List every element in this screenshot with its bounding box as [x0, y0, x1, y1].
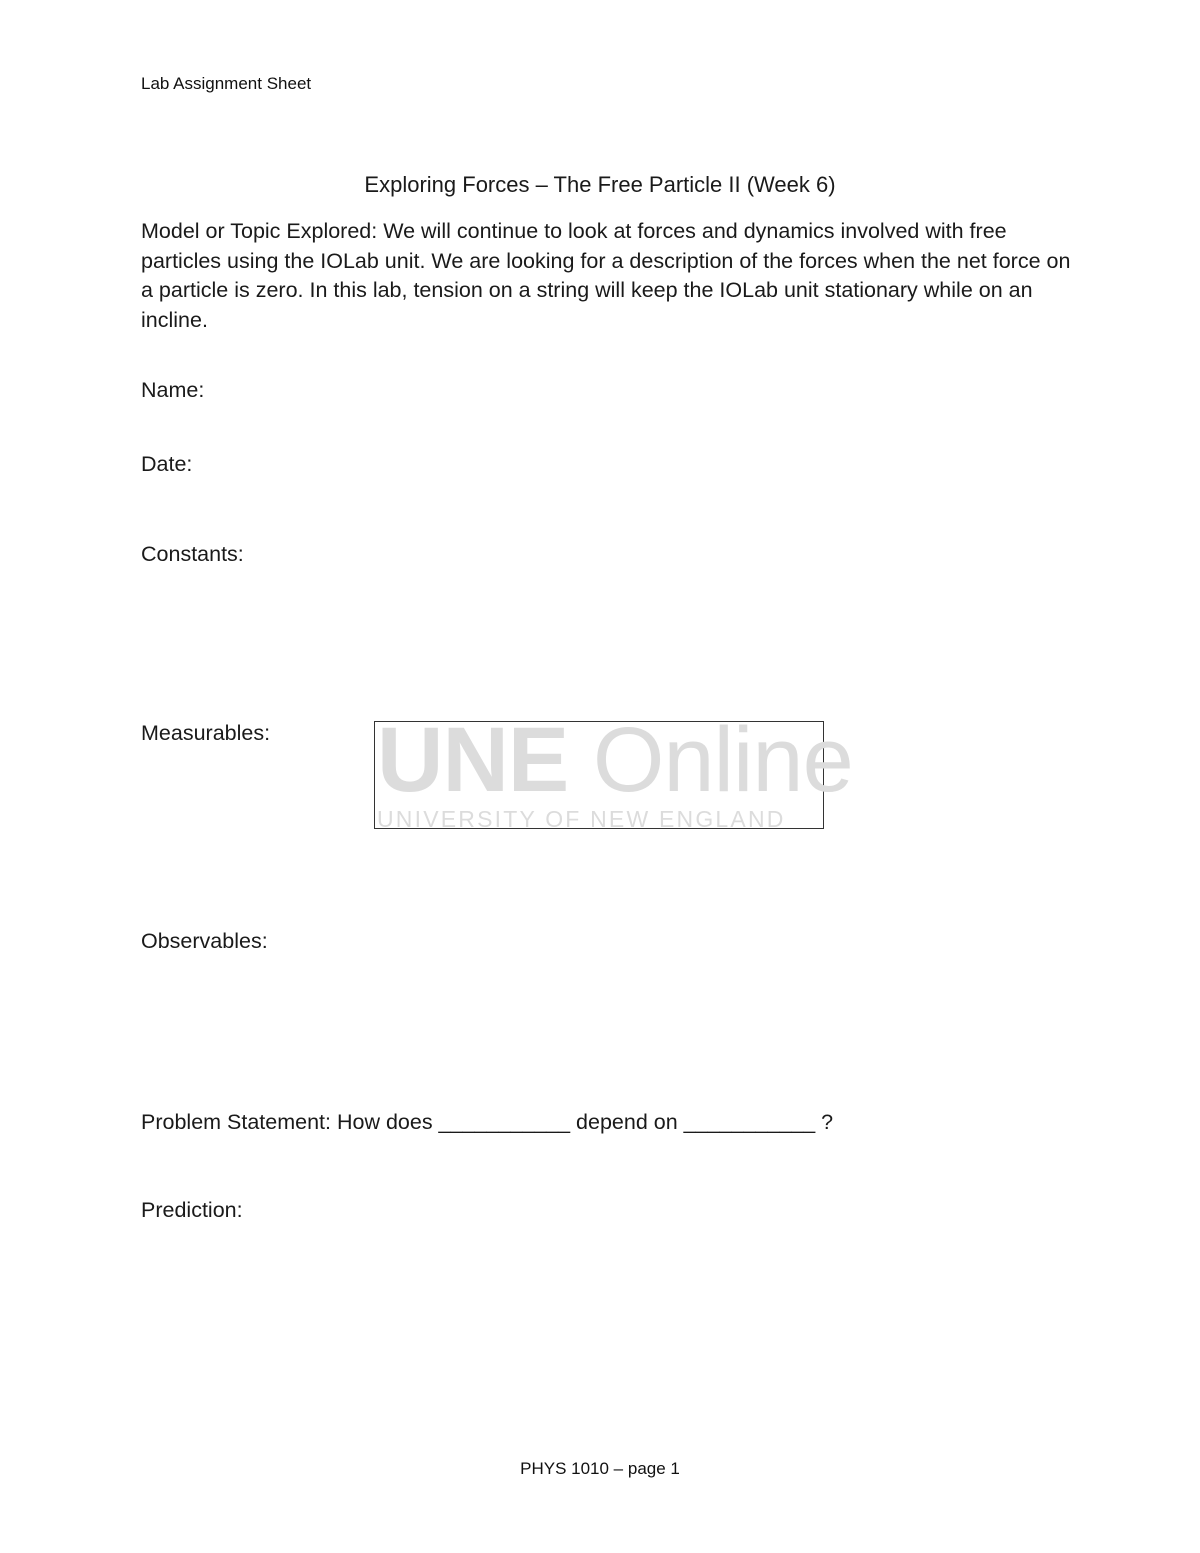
- page-header: Lab Assignment Sheet: [141, 74, 312, 93]
- watermark-university-text: UNIVERSITY OF NEW ENGLAND: [377, 806, 786, 832]
- une-online-watermark: [374, 709, 853, 832]
- constants-label: Constants:: [141, 542, 244, 566]
- date-label: Date:: [141, 452, 193, 476]
- observables-label: Observables:: [141, 929, 268, 953]
- problem-statement: Problem Statement: How does ___________ depend on ___________ ?: [141, 1110, 834, 1134]
- watermark-logo-text: UNE Online: [377, 709, 853, 811]
- prediction-label: Prediction:: [141, 1198, 243, 1222]
- measurables-label: Measurables:: [141, 721, 271, 745]
- document-title: Exploring Forces – The Free Particle II (Week 6): [364, 172, 836, 197]
- topic-paragraph: Model or Topic Explored: We will continue to look at forces and dynamics involved with free particles using the IOLab unit. We are looking for a description of the forces when the net force on a particle is zero. In this lab, tension on a string will keep the IOLab unit stationary while on an incline.: [141, 219, 1071, 332]
- page-footer: PHYS 1010 – page 1: [520, 1459, 680, 1478]
- name-label: Name:: [141, 378, 205, 402]
